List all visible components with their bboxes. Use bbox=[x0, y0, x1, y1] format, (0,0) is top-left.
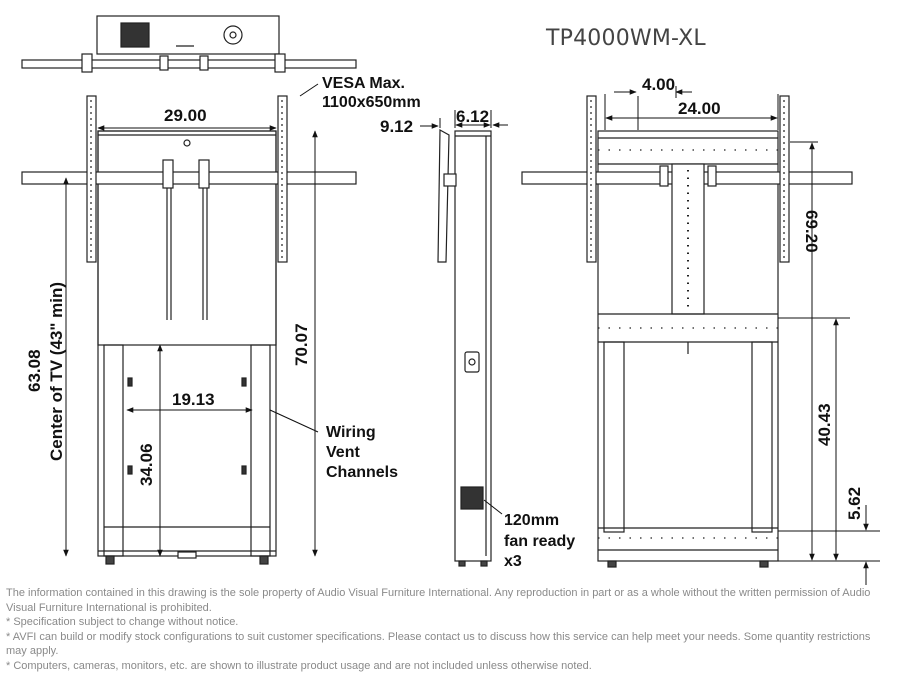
dim-back-width: 24.00 bbox=[678, 99, 721, 118]
dim-back-base: 5.62 bbox=[845, 486, 864, 520]
fan-grille-icon bbox=[121, 23, 149, 47]
dim-back-lower: 40.43 bbox=[815, 403, 834, 446]
wiring-label-line2: Vent bbox=[326, 444, 360, 461]
dim-inner-height: 34.06 bbox=[137, 443, 156, 486]
footer-line-3: * AVFI can build or modify stock configurations to suit customer specifications. Please contact us to discuss how this service can help meet your needs. Some quantity restrictions may apply. bbox=[6, 630, 871, 658]
model-title: TP4000WM-XL bbox=[546, 26, 706, 51]
fan-label-line1: 120mm bbox=[504, 512, 560, 529]
dim-center-of-tv: 63.08 bbox=[25, 349, 44, 392]
fan-label-line3: x3 bbox=[504, 553, 522, 570]
footer-line-4: * Computers, cameras, monitors, etc. are shown to illustrate product usage and are not included unless otherwise noted. bbox=[6, 659, 592, 672]
dim-inner-width: 19.13 bbox=[172, 390, 215, 409]
wiring-label-line3: Channels bbox=[326, 464, 399, 481]
dim-back-upper: 69.20 bbox=[802, 210, 821, 253]
footer-line-2: * Specification subject to change without notice. bbox=[6, 616, 239, 629]
disclaimer-footer bbox=[6, 586, 894, 674]
fan-grille-side-icon bbox=[461, 487, 483, 509]
top-view bbox=[22, 16, 356, 72]
vesa-label-line1: VESA Max. bbox=[322, 75, 405, 92]
dim-side-offset: 9.12 bbox=[380, 117, 414, 136]
fan-label-line2: fan ready bbox=[504, 533, 576, 550]
center-of-tv-label: Center of TV (43" min) bbox=[47, 281, 66, 461]
side-view bbox=[438, 130, 491, 566]
dim-front-width: 29.00 bbox=[164, 106, 207, 125]
wiring-label-line1: Wiring bbox=[326, 424, 376, 441]
dim-back-offset: 4.00 bbox=[642, 75, 676, 94]
back-view bbox=[522, 96, 852, 567]
footer-line-1: The information contained in this drawing is the sole property of Audio Visual Furniture International. Any reproduction in part or as a whole without the written permission of Audio Visual Furniture International is prohibited. bbox=[6, 587, 871, 614]
dim-side-depth: 6.12 bbox=[456, 107, 490, 126]
dim-total-height: 70.07 bbox=[292, 323, 311, 366]
vesa-label-line2: 1100x650mm bbox=[322, 94, 421, 111]
